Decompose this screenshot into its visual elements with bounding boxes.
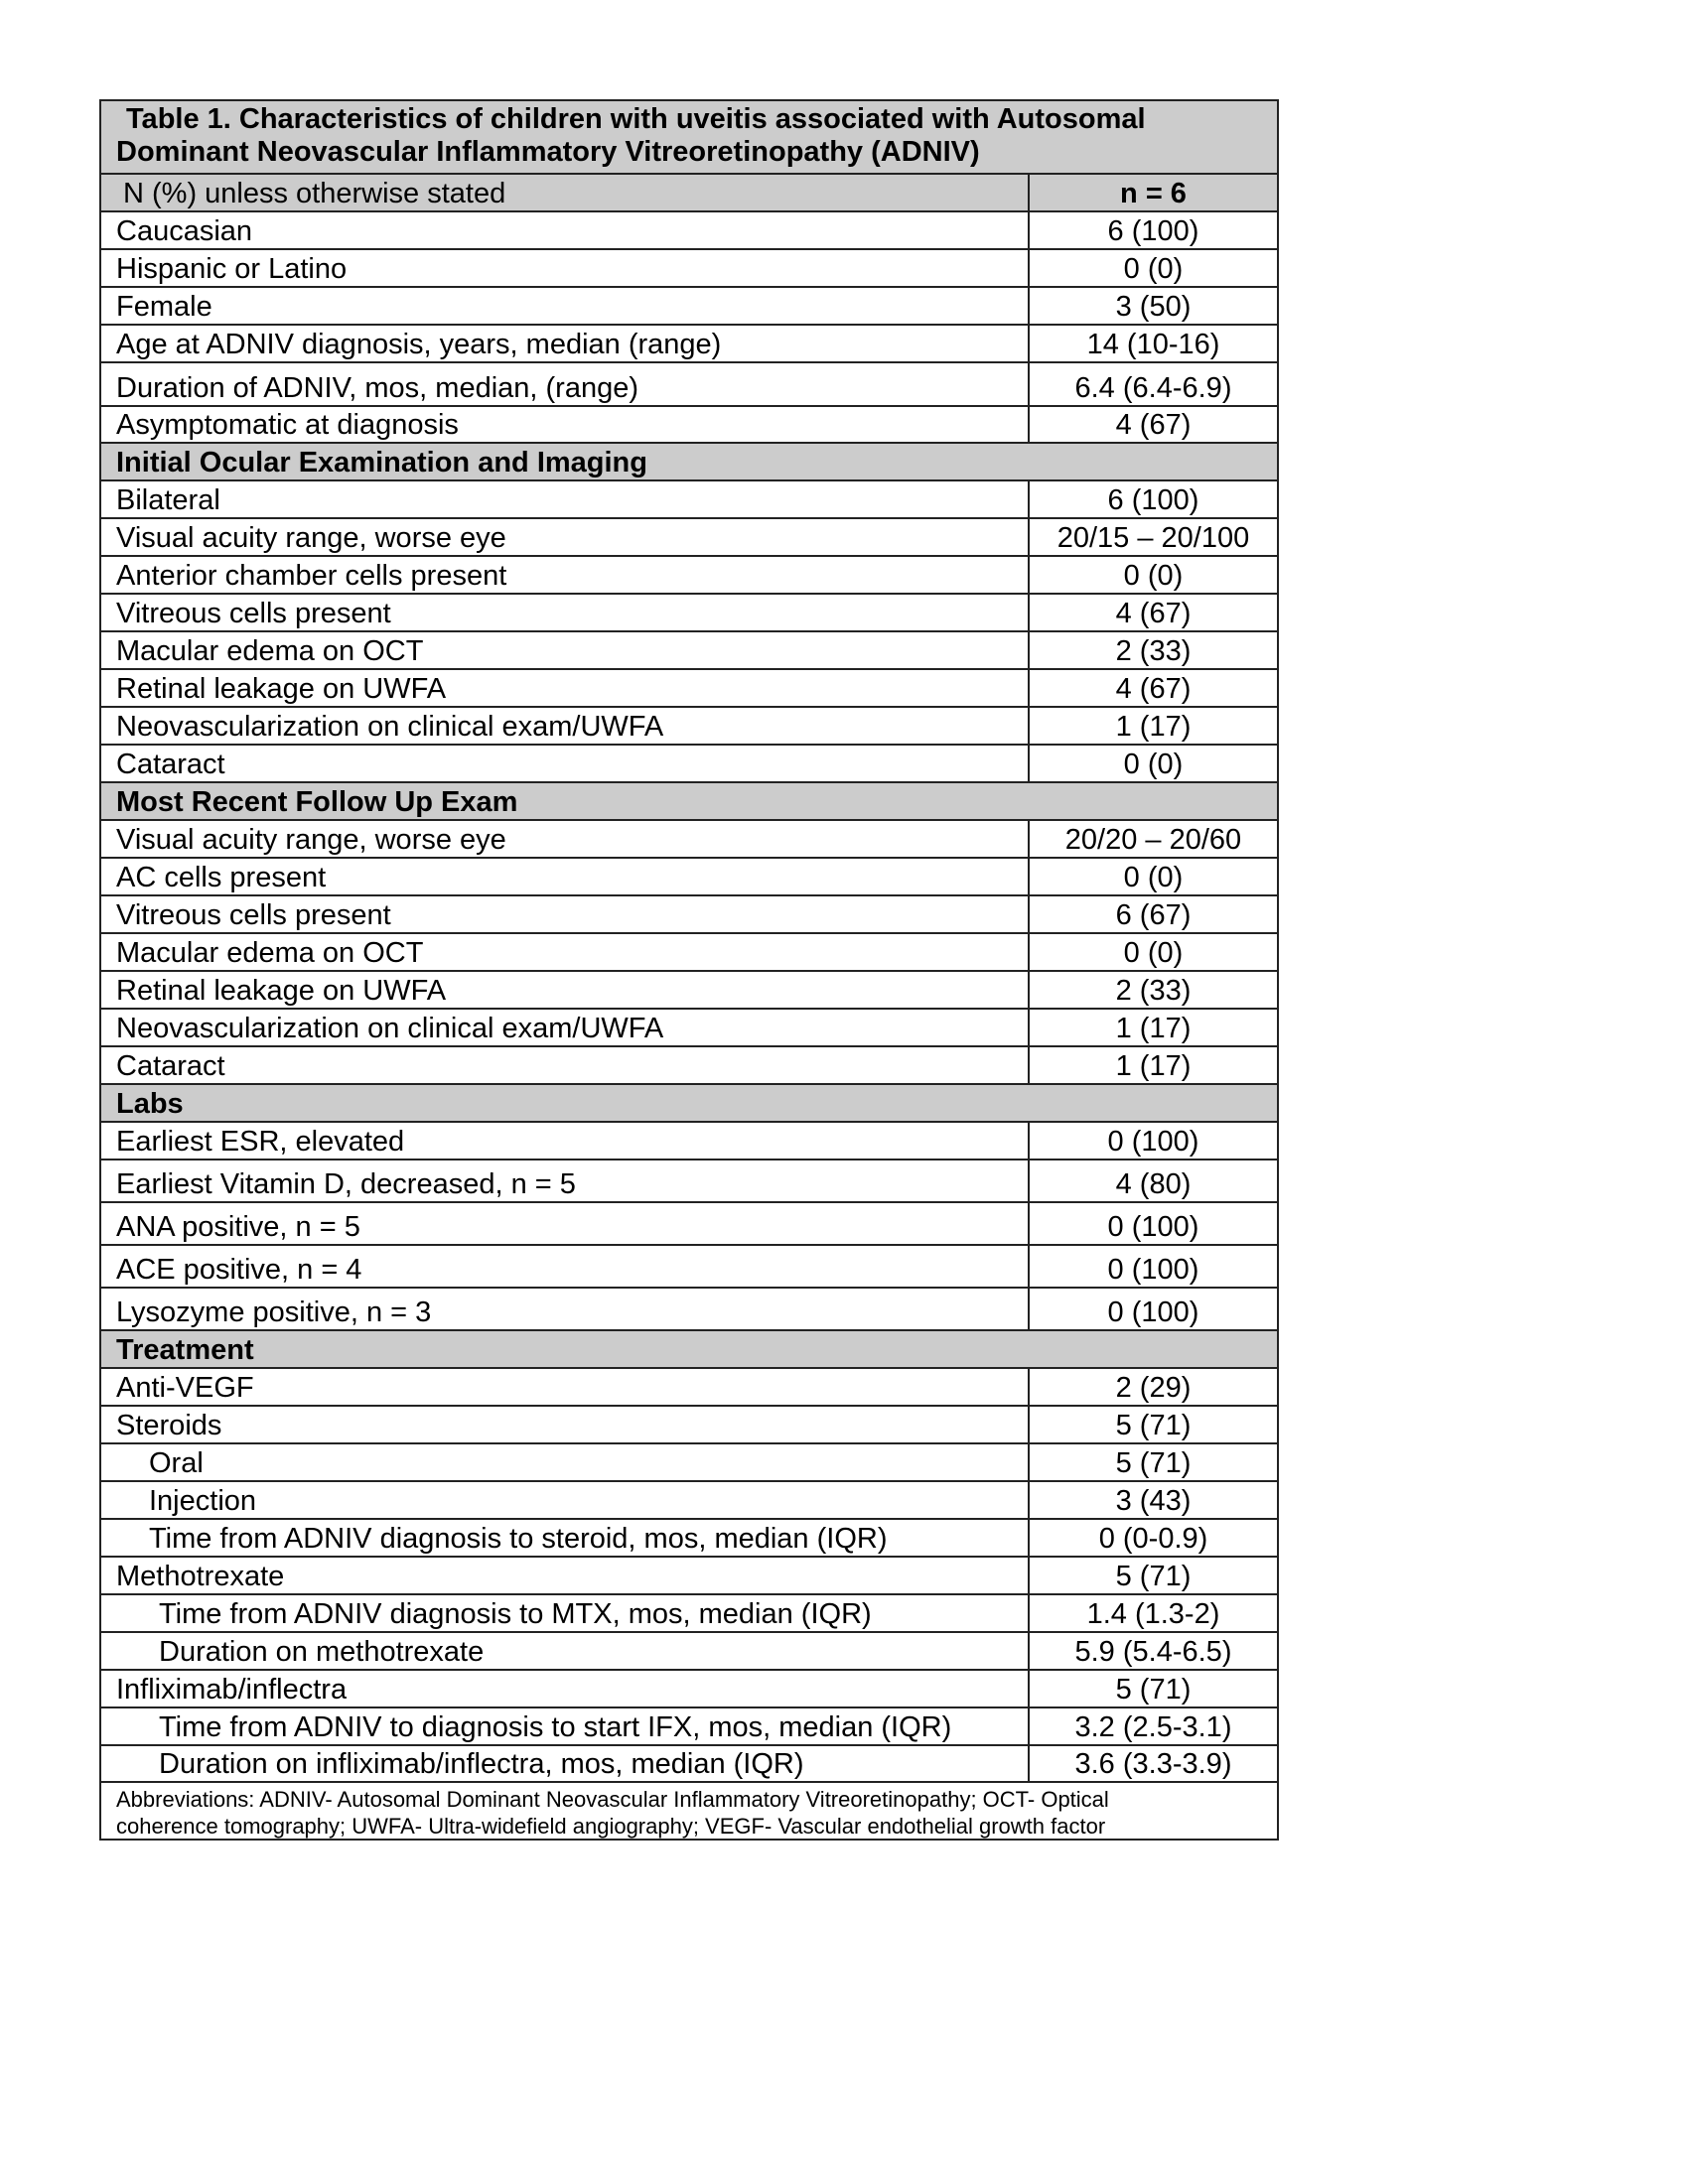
table-title-line-2: Dominant Neovascular Inflammatory Vitreoretinopathy (ADNIV) <box>116 136 980 168</box>
row-value: 1 (17) <box>1115 1050 1192 1082</box>
table-row <box>101 1008 1277 1045</box>
row-label: Caucasian <box>101 212 1030 248</box>
row-label: Duration of ADNIV, mos, median, (range) <box>101 363 1030 405</box>
section-title: Labs <box>116 1088 184 1120</box>
row-value: 0 (0) <box>1123 560 1184 592</box>
table-row <box>101 361 1277 405</box>
table-row <box>101 1201 1277 1244</box>
table-row <box>101 857 1277 894</box>
table-row <box>101 324 1277 361</box>
table-row-sub <box>101 1518 1277 1556</box>
table-row <box>101 1121 1277 1159</box>
row-value: 0 (100) <box>1107 1126 1199 1158</box>
row-value: 3 (50) <box>1115 291 1192 323</box>
section-title: Initial Ocular Examination and Imaging <box>116 447 647 478</box>
abbreviations-line-1: Abbreviations: ADNIV- Autosomal Dominant Neovascular Inflammatory Vitreoretinopathy; OCT- Optical <box>116 1787 1109 1812</box>
row-value: 2 (29) <box>1115 1372 1192 1404</box>
row-label: Hispanic or Latino <box>101 250 1030 286</box>
header-label: N (%) unless otherwise stated <box>101 175 1030 210</box>
table-row <box>101 1244 1277 1287</box>
row-label: Time from ADNIV diagnosis to MTX, mos, median (IQR) <box>101 1595 1030 1631</box>
characteristics-table <box>99 99 1279 1841</box>
row-label: Vitreous cells present <box>101 595 1030 630</box>
row-label: Lysozyme positive, n = 3 <box>101 1289 1030 1329</box>
row-label: Retinal leakage on UWFA <box>101 972 1030 1008</box>
row-value: 0 (0) <box>1123 749 1184 780</box>
row-label: ACE positive, n = 4 <box>101 1246 1030 1287</box>
header-n: n = 6 <box>1120 178 1187 209</box>
table-row <box>101 405 1277 442</box>
abbreviations-footnote <box>101 1781 1277 1839</box>
row-label: Visual acuity range, worse eye <box>101 519 1030 555</box>
section-title: Treatment <box>116 1334 254 1366</box>
row-label: Infliximab/inflectra <box>101 1671 1030 1706</box>
table-row <box>101 1367 1277 1405</box>
row-label: Macular edema on OCT <box>101 934 1030 970</box>
row-label: Visual acuity range, worse eye <box>101 821 1030 857</box>
row-value: 4 (67) <box>1115 673 1192 705</box>
row-label: Time from ADNIV diagnosis to steroid, mos, median (IQR) <box>101 1520 1030 1556</box>
row-label: Retinal leakage on UWFA <box>101 670 1030 706</box>
row-value: 5 (71) <box>1115 1410 1192 1441</box>
row-value: 5 (71) <box>1115 1447 1192 1479</box>
row-label: Time from ADNIV to diagnosis to start IFX, mos, median (IQR) <box>101 1708 1030 1744</box>
row-value: 3 (43) <box>1115 1485 1192 1517</box>
section-header-treatment <box>101 1329 1277 1367</box>
row-label: Age at ADNIV diagnosis, years, median (range) <box>101 326 1030 361</box>
abbreviations-line-2: coherence tomography; UWFA- Ultra-widefield angiography; VEGF- Vascular endothelial growth factor <box>116 1814 1106 1839</box>
table-header-row <box>101 173 1277 210</box>
table-row <box>101 932 1277 970</box>
row-value: 0 (0) <box>1123 937 1184 969</box>
table-row <box>101 1045 1277 1083</box>
row-label: AC cells present <box>101 859 1030 894</box>
row-value: 4 (67) <box>1115 598 1192 629</box>
table-row <box>101 1159 1277 1201</box>
row-value: 3.2 (2.5-3.1) <box>1074 1711 1232 1743</box>
table-row-sub <box>101 1744 1277 1781</box>
row-value: 20/15 – 20/100 <box>1056 522 1250 554</box>
row-label: Injection <box>101 1482 1030 1518</box>
row-value: 0 (100) <box>1107 1297 1199 1328</box>
row-label: ANA positive, n = 5 <box>101 1203 1030 1244</box>
row-label: Anti-VEGF <box>101 1369 1030 1405</box>
row-value: 1.4 (1.3-2) <box>1086 1598 1220 1630</box>
table-row <box>101 517 1277 555</box>
row-label: Cataract <box>101 746 1030 781</box>
table-row <box>101 593 1277 630</box>
table-row-sub <box>101 1706 1277 1744</box>
row-value: 4 (80) <box>1115 1168 1192 1200</box>
table-row <box>101 1405 1277 1442</box>
row-value: 2 (33) <box>1115 975 1192 1007</box>
row-value: 1 (17) <box>1115 711 1192 743</box>
row-label: Earliest Vitamin D, decreased, n = 5 <box>101 1160 1030 1201</box>
row-value: 5 (71) <box>1115 1674 1192 1706</box>
section-header-initial-exam <box>101 442 1277 479</box>
table-row <box>101 1556 1277 1593</box>
row-label: Anterior chamber cells present <box>101 557 1030 593</box>
table-row-sub <box>101 1593 1277 1631</box>
table-row <box>101 286 1277 324</box>
table-row-sub <box>101 1480 1277 1518</box>
row-label: Steroids <box>101 1407 1030 1442</box>
table-row <box>101 706 1277 744</box>
row-label: Vitreous cells present <box>101 896 1030 932</box>
row-label: Bilateral <box>101 481 1030 517</box>
row-value: 1 (17) <box>1115 1013 1192 1044</box>
row-label: Neovascularization on clinical exam/UWFA <box>101 708 1030 744</box>
row-label: Macular edema on OCT <box>101 632 1030 668</box>
row-label: Asymptomatic at diagnosis <box>101 407 1030 442</box>
row-value: 20/20 – 20/60 <box>1064 824 1242 856</box>
table-row <box>101 555 1277 593</box>
row-label: Earliest ESR, elevated <box>101 1123 1030 1159</box>
table-row <box>101 210 1277 248</box>
row-value: 0 (0) <box>1123 253 1184 285</box>
table-row <box>101 970 1277 1008</box>
row-label: Methotrexate <box>101 1558 1030 1593</box>
table-row <box>101 894 1277 932</box>
section-title: Most Recent Follow Up Exam <box>116 786 518 818</box>
table-row <box>101 248 1277 286</box>
row-value: 6 (67) <box>1115 899 1192 931</box>
table-row <box>101 819 1277 857</box>
section-header-labs <box>101 1083 1277 1121</box>
table-row <box>101 479 1277 517</box>
table-row <box>101 668 1277 706</box>
row-value: 6 (100) <box>1107 484 1199 516</box>
row-label: Duration on infliximab/inflectra, mos, median (IQR) <box>101 1746 1030 1781</box>
table-row <box>101 1287 1277 1329</box>
row-value: 5.9 (5.4-6.5) <box>1074 1636 1232 1668</box>
section-header-follow-up <box>101 781 1277 819</box>
table-row <box>101 1669 1277 1706</box>
row-label: Cataract <box>101 1047 1030 1083</box>
row-value: 3.6 (3.3-3.9) <box>1074 1748 1232 1780</box>
row-value: 6.4 (6.4-6.9) <box>1074 372 1232 404</box>
row-value: 6 (100) <box>1107 215 1199 247</box>
row-label: Oral <box>101 1444 1030 1480</box>
row-label: Neovascularization on clinical exam/UWFA <box>101 1010 1030 1045</box>
table-title-line-1: Table 1. Characteristics of children with uveitis associated with Autosomal <box>126 103 1146 135</box>
table-row <box>101 744 1277 781</box>
row-value: 0 (100) <box>1107 1211 1199 1243</box>
table-title <box>101 101 1277 173</box>
row-value: 0 (0-0.9) <box>1098 1523 1208 1555</box>
row-value: 4 (67) <box>1115 409 1192 441</box>
row-value: 14 (10-16) <box>1086 329 1220 360</box>
table-row-sub <box>101 1442 1277 1480</box>
row-value: 0 (100) <box>1107 1254 1199 1286</box>
row-value: 5 (71) <box>1115 1561 1192 1592</box>
row-value: 2 (33) <box>1115 635 1192 667</box>
table-row <box>101 630 1277 668</box>
row-label: Duration on methotrexate <box>101 1633 1030 1669</box>
row-value: 0 (0) <box>1123 862 1184 893</box>
row-label: Female <box>101 288 1030 324</box>
table-row-sub <box>101 1631 1277 1669</box>
